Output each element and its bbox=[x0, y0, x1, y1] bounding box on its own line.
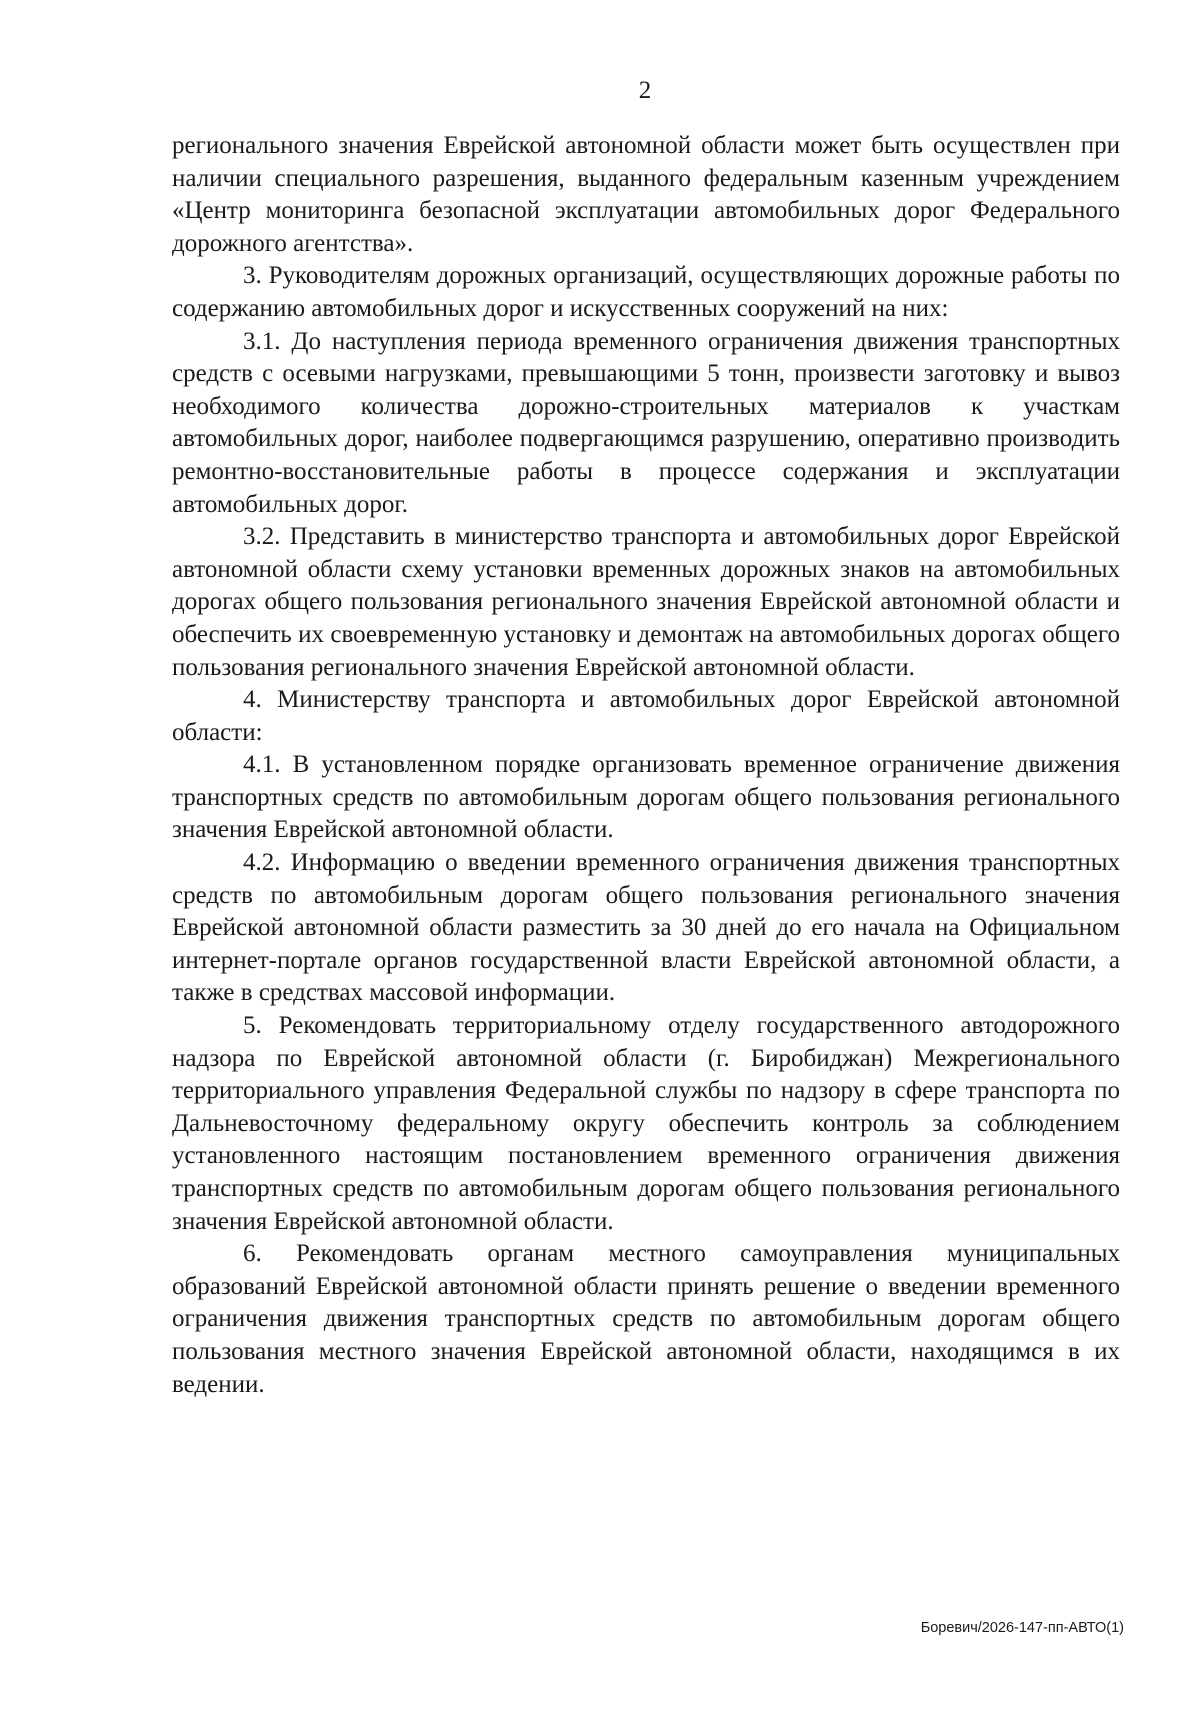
paragraph-item-4-2: 4.2. Информацию о введении временного ограничения движения транспортных средств по автомобильным дорогам общего пользования регионального значения Еврейской автономной области разместить за 30 дней до его начала на Официальном интернет-портале органов государственной власти Еврейской автономной области, а также в средствах массовой информации. bbox=[172, 849, 1120, 1007]
document-footer-code: Боревич/2026-147-пп-АВТО(1) bbox=[920, 1620, 1124, 1636]
paragraph-item-4-1: 4.1. В установленном порядке организовать временное ограничение движения транспортных средств по автомобильным дорогам общего пользования регионального значения Еврейской автономной области. bbox=[172, 751, 1120, 844]
paragraph-item-4: 4. Министерству транспорта и автомобильных дорог Еврейской автономной области: bbox=[172, 686, 1120, 746]
paragraph-continuation: регионального значения Еврейской автономной области может быть осуществлен при наличии специального разрешения, выданного федеральным казенным учреждением «Центр мониторинга безопасной эксплуатации автомобильных дорог Федерального дорожного агентства». bbox=[172, 132, 1120, 257]
page-number: 2 bbox=[638, 77, 652, 104]
paragraph-item-5: 5. Рекомендовать территориальному отделу государственного автодорожного надзора по Еврейской автономной области (г. Биробиджан) Межрегионального территориального управления Федеральной службы по надзору в сфере транспорта по Дальневосточному федеральному округу обеспечить контроль за соблюдением установленного настоящим постановлением временного ограничения движения транспортных средств по автомобильным дорогам общего пользования регионального значения Еврейской автономной области. bbox=[172, 1012, 1120, 1235]
document-body bbox=[172, 130, 1120, 1401]
paragraph-item-3-2: 3.2. Представить в министерство транспорта и автомобильных дорог Еврейской автономной области схему установки временных дорожных знаков на автомобильных дорогах общего пользования регионального значения Еврейской автономной области и обеспечить их своевременную установку и демонтаж на автомобильных дорогах общего пользования регионального значения Еврейской автономной области. bbox=[172, 523, 1120, 681]
paragraph-item-6: 6. Рекомендовать органам местного самоуправления муниципальных образований Еврейской автономной области принять решение о введении временного ограничения движения транспортных средств по автомобильным дорогам общего пользования местного значения Еврейской автономной области, находящимся в их ведении. bbox=[172, 1240, 1120, 1398]
paragraph-item-3: 3. Руководителям дорожных организаций, осуществляющих дорожные работы по содержанию автомобильных дорог и искусственных сооружений на них: bbox=[172, 262, 1120, 322]
paragraph-item-3-1: 3.1. До наступления периода временного ограничения движения транспортных средств с осевыми нагрузками, превышающими 5 тонн, произвести заготовку и вывоз необходимого количества дорожно-строительных материалов к участкам автомобильных дорог, наиболее подвергающимся разрушению, оперативно производить ремонтно-восстановительные работы в процессе содержания и эксплуатации автомобильных дорог. bbox=[172, 327, 1120, 518]
